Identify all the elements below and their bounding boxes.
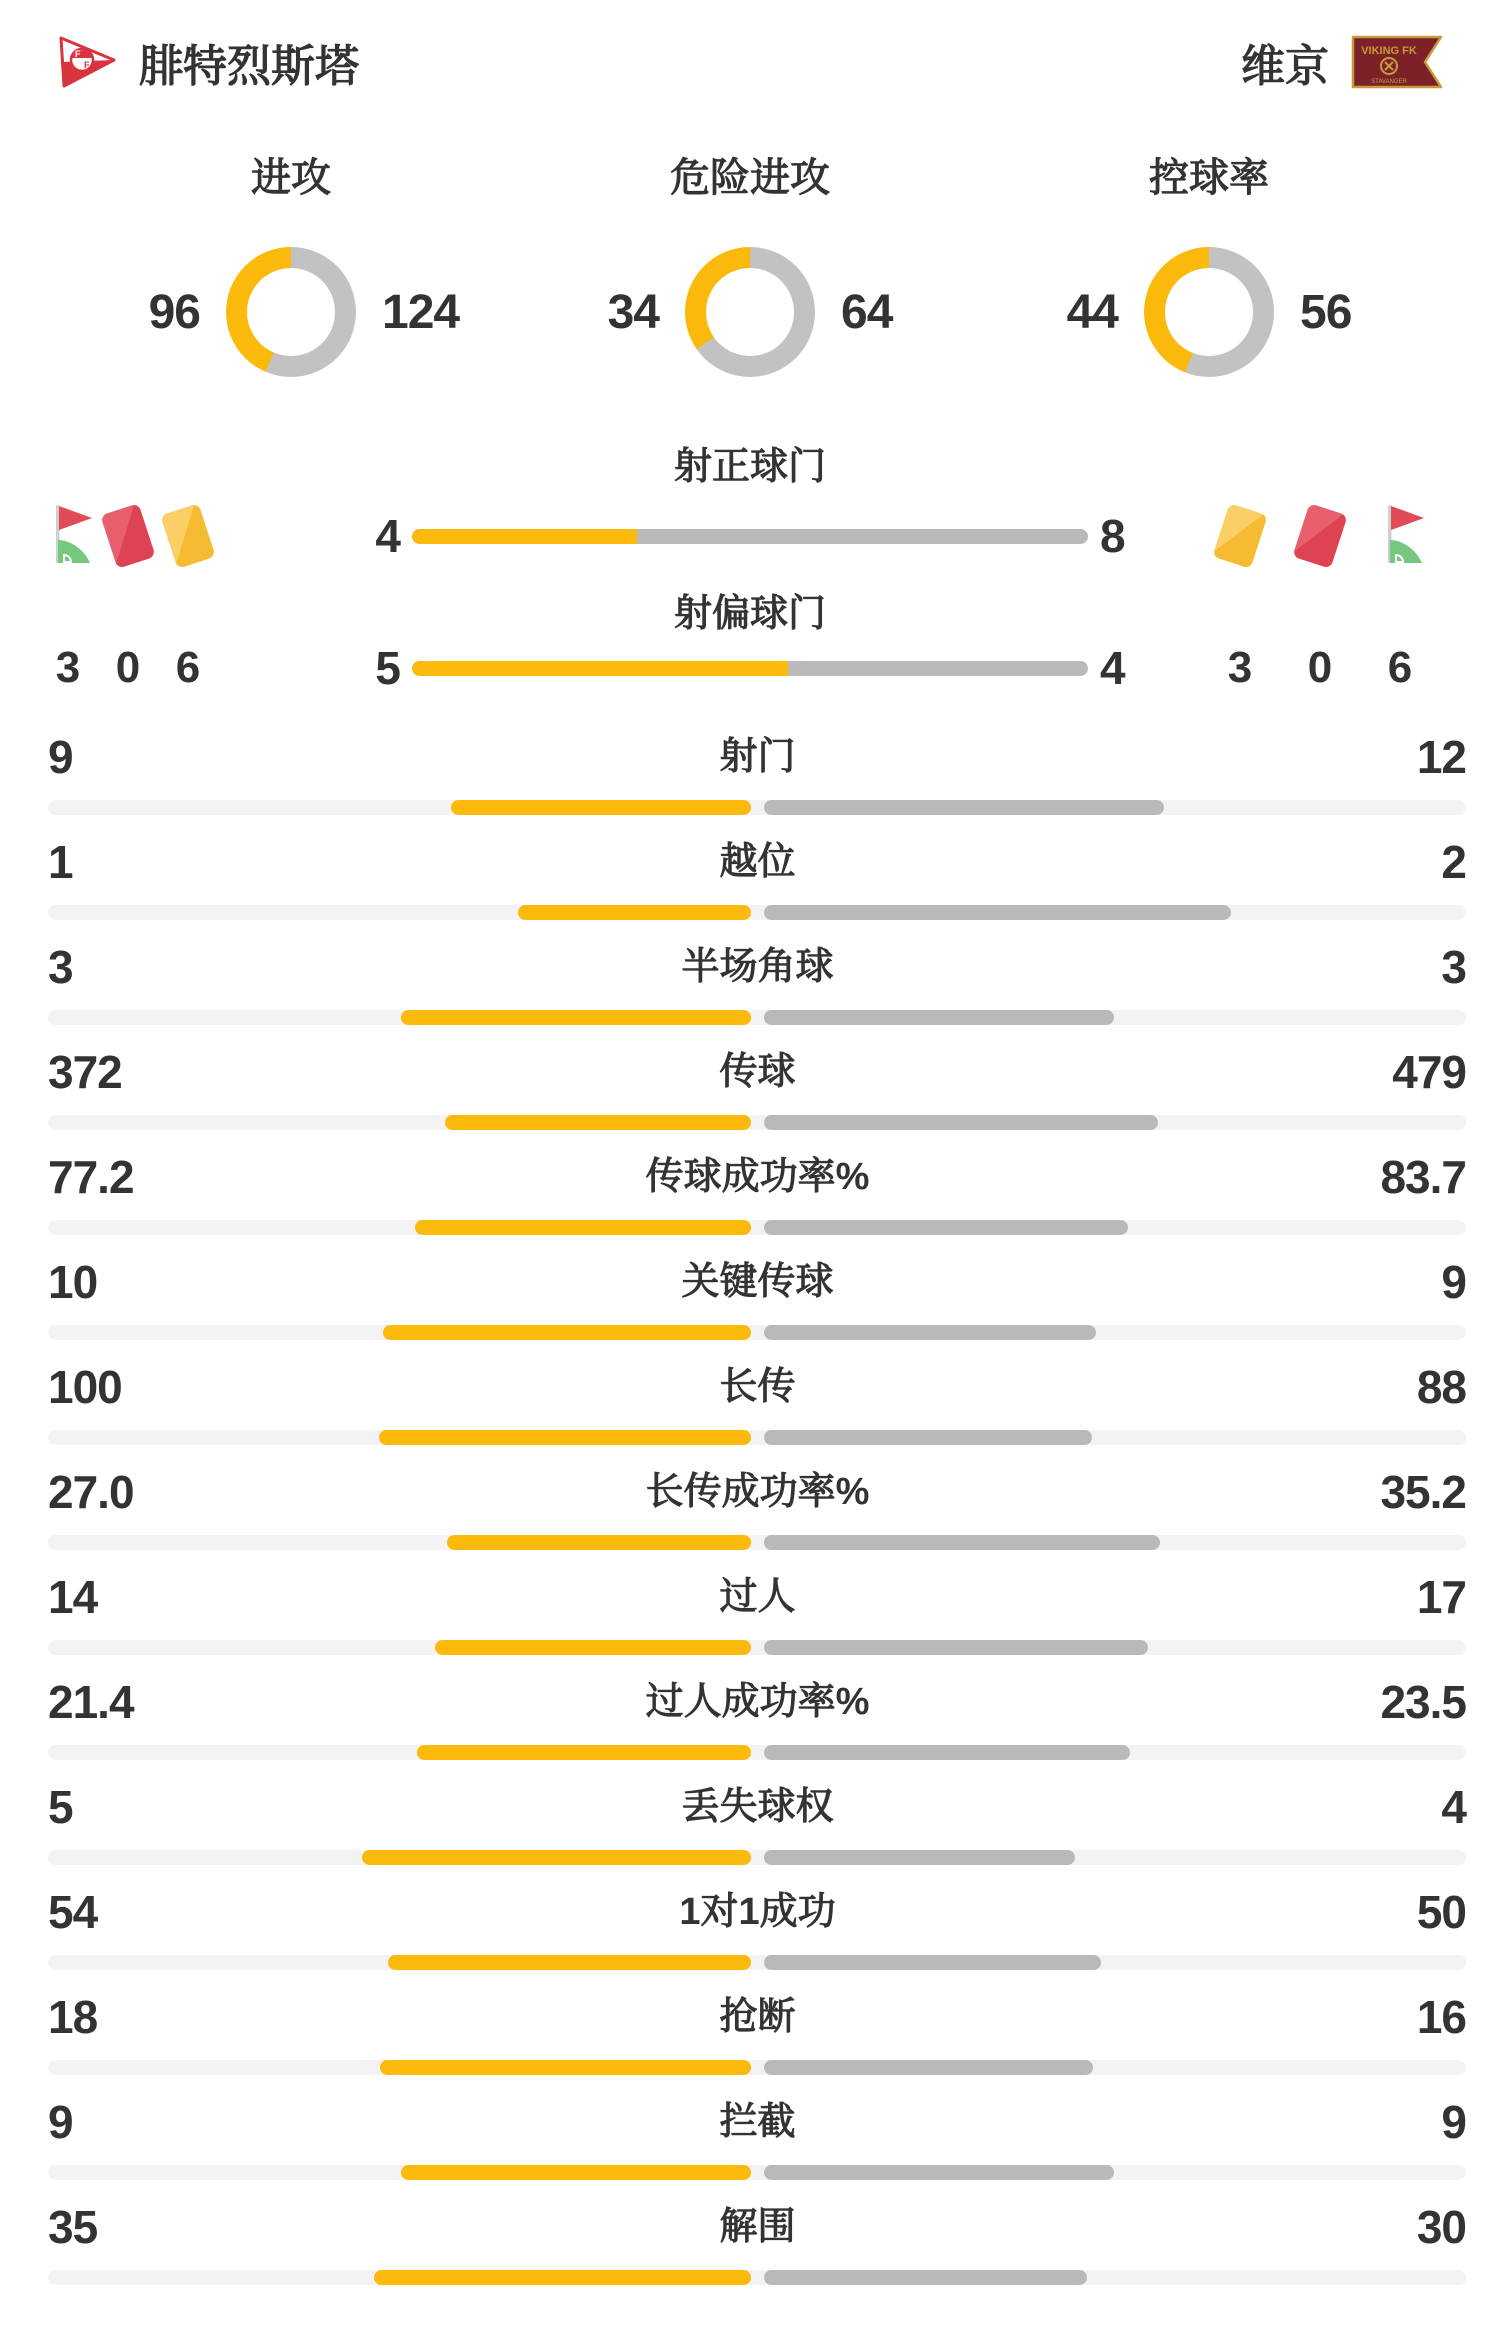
stat-row-interceptions [0, 2096, 1500, 2201]
stat-bar-away [764, 800, 1164, 815]
away-yellow-cards-value: 3 [1227, 643, 1253, 692]
donut-chart [685, 247, 815, 377]
stat-home-value: 100 [48, 1361, 122, 1413]
stat-label: 半场角球 [681, 946, 834, 988]
stat-bar-track [48, 2060, 1466, 2075]
stat-bar-away [764, 1220, 1128, 1235]
stat-away-value: 35.2 [1380, 1466, 1466, 1518]
stat-bar-home [401, 2165, 751, 2180]
donut-title: 危险进攻 [670, 156, 830, 200]
stat-row-shots [0, 731, 1500, 836]
home-discipline-icons [0, 505, 230, 567]
stat-bar-away [764, 1010, 1114, 1025]
donut-possession [1013, 146, 1405, 377]
stat-away-value: 9 [1441, 1256, 1466, 1308]
stat-away-value: 30 [1416, 2201, 1466, 2253]
donut-away-value: 64 [841, 285, 893, 339]
away-corners-value: 6 [1387, 643, 1413, 692]
stat-label: 越位 [719, 841, 796, 883]
away-discipline-icons [1200, 505, 1500, 567]
stat-label: 长传成功率% [645, 1471, 870, 1513]
stat-home-value: 9 [48, 731, 73, 783]
home-yellow-cards-value: 6 [175, 643, 201, 692]
stat-bar-away [764, 1325, 1096, 1340]
stat-bar-away [764, 1430, 1092, 1445]
stat-label: 过人 [719, 1576, 796, 1618]
stat-bar-track [48, 1955, 1466, 1970]
stat-bar-away [764, 1115, 1158, 1130]
home-corners-value: 3 [55, 643, 81, 692]
shots-on-target-away: 8 [1100, 510, 1125, 562]
stat-row-halftime-corners [0, 941, 1500, 1046]
shots-off-target-title: 射偏球门 [673, 593, 826, 635]
stat-row-duels-won [0, 1886, 1500, 1991]
donut-chart [1144, 247, 1274, 377]
stat-label: 1对1成功 [679, 1891, 836, 1933]
stat-bar-home [374, 2270, 751, 2285]
donut-home-value: 44 [1066, 285, 1118, 339]
shots-on-target-home: 4 [375, 510, 400, 562]
stat-bar-home [447, 1535, 751, 1550]
stat-bar-home [379, 1430, 751, 1445]
stat-label: 丢失球权 [681, 1786, 834, 1828]
stat-away-value: 12 [1416, 731, 1466, 783]
stat-home-value: 372 [48, 1046, 122, 1098]
stat-home-value: 35 [48, 2201, 98, 2253]
stat-bar-track [48, 1010, 1466, 1025]
shots-on-target-title: 射正球门 [673, 446, 826, 488]
away-team-logo-icon [1349, 33, 1445, 91]
shots-on-target-bar-home [412, 529, 637, 544]
stat-bar-away [764, 1640, 1148, 1655]
stat-bar-track [48, 1745, 1466, 1760]
stat-row-tackles [0, 1991, 1500, 2096]
corner-flag-icon [1372, 505, 1428, 567]
stat-bar-home [380, 2060, 751, 2075]
shots-off-target-home: 5 [375, 642, 400, 694]
stat-away-value: 88 [1416, 1361, 1466, 1413]
shots-off-target-bar-home [412, 661, 788, 676]
donut-title: 控球率 [1149, 156, 1269, 200]
svg-text:F: F [75, 49, 81, 59]
stat-row-key-passes [0, 1256, 1500, 1361]
stat-home-value: 18 [48, 1991, 98, 2043]
donut-attacks [95, 146, 487, 377]
stats-list [0, 731, 1500, 2306]
stat-away-value: 3 [1441, 941, 1466, 993]
donut-home-value: 34 [607, 285, 659, 339]
stat-bar-away [764, 1955, 1101, 1970]
away-red-cards-value: 0 [1307, 643, 1333, 692]
stat-bar-away [764, 1850, 1075, 1865]
donut-title: 进攻 [251, 156, 331, 200]
donut-chart [226, 247, 356, 377]
stat-bar-track [48, 1115, 1466, 1130]
stat-row-long-balls [0, 1361, 1500, 1466]
svg-text:VIKING FK: VIKING FK [1361, 45, 1417, 57]
stat-away-value: 4 [1441, 1781, 1466, 1833]
corner-flag-icon [40, 505, 96, 567]
home-team-name: 腓特烈斯塔 [139, 42, 359, 91]
stat-label: 拦截 [719, 2101, 796, 2143]
yellow-card-icon [160, 503, 215, 569]
shots-off-target-row [0, 639, 1500, 697]
shots-on-target-row [0, 490, 1500, 582]
stat-away-value: 23.5 [1380, 1676, 1466, 1728]
stat-row-pass-success [0, 1151, 1500, 1256]
stat-label: 传球 [719, 1051, 796, 1093]
stat-home-value: 54 [48, 1886, 98, 1938]
stat-row-offsides [0, 836, 1500, 941]
stat-bar-track [48, 1850, 1466, 1865]
svg-text:STAVANGER: STAVANGER [1371, 79, 1407, 85]
red-card-icon [1292, 503, 1347, 569]
stat-bar-track [48, 2165, 1466, 2180]
stat-label: 射门 [719, 736, 796, 778]
shots-section [0, 435, 1500, 697]
stat-away-value: 50 [1416, 1886, 1466, 1938]
stat-bar-home [435, 1640, 751, 1655]
away-team [1241, 30, 1445, 94]
stat-bar-away [764, 2165, 1114, 2180]
stat-away-value: 16 [1416, 1991, 1466, 2043]
stat-bar-track [48, 2270, 1466, 2285]
donut-away-value: 124 [382, 285, 460, 339]
stat-bar-track [48, 1640, 1466, 1655]
stat-label: 长传 [719, 1366, 796, 1408]
stat-home-value: 5 [48, 1781, 73, 1833]
stat-bar-home [362, 1850, 751, 1865]
stat-home-value: 21.4 [48, 1676, 134, 1728]
stat-bar-track [48, 1535, 1466, 1550]
match-stats-header [0, 0, 1500, 94]
stat-home-value: 3 [48, 941, 73, 993]
stat-bar-home [415, 1220, 751, 1235]
stat-bar-home [451, 800, 751, 815]
home-discipline-values [0, 643, 230, 693]
shots-off-target-away: 4 [1100, 642, 1125, 694]
stat-home-value: 1 [48, 836, 73, 888]
stat-bar-track [48, 1220, 1466, 1235]
home-red-cards-value: 0 [115, 643, 141, 692]
stat-bar-home [383, 1325, 751, 1340]
stat-away-value: 479 [1392, 1046, 1466, 1098]
svg-text:F: F [84, 60, 90, 70]
stat-away-value: 9 [1441, 2096, 1466, 2148]
home-team-logo-icon [55, 33, 119, 91]
stat-home-value: 27.0 [48, 1466, 134, 1518]
stat-row-possession-lost [0, 1781, 1500, 1886]
donut-home-value: 96 [148, 285, 200, 339]
stat-bar-track [48, 1325, 1466, 1340]
stat-bar-away [764, 1535, 1160, 1550]
stat-bar-away [764, 1745, 1130, 1760]
stat-label: 关键传球 [681, 1261, 834, 1303]
stat-away-value: 83.7 [1380, 1151, 1466, 1203]
stat-bar-home [388, 1955, 751, 1970]
donut-dangerous-attacks [554, 146, 946, 377]
stat-bar-track [48, 905, 1466, 920]
stat-bar-away [764, 2060, 1093, 2075]
stat-label: 抢断 [719, 1996, 796, 2038]
red-card-icon [100, 503, 155, 569]
shots-on-target-bar [412, 529, 1088, 544]
stat-home-value: 10 [48, 1256, 98, 1308]
stat-home-value: 9 [48, 2096, 73, 2148]
stat-bar-track [48, 800, 1466, 815]
stat-row-clearances [0, 2201, 1500, 2306]
away-discipline-values [1200, 643, 1500, 693]
away-team-name: 维京 [1241, 42, 1329, 91]
stat-bar-home [518, 905, 751, 920]
stat-bar-track [48, 1430, 1466, 1445]
stat-label: 过人成功率% [645, 1681, 870, 1723]
donut-charts-section [0, 94, 1500, 377]
stat-label: 传球成功率% [645, 1156, 870, 1198]
stat-row-long-ball-success [0, 1466, 1500, 1571]
stat-row-passes [0, 1046, 1500, 1151]
home-team [55, 30, 359, 94]
stat-row-dribbles [0, 1571, 1500, 1676]
stat-bar-home [445, 1115, 751, 1130]
stat-home-value: 77.2 [48, 1151, 134, 1203]
stat-bar-away [764, 2270, 1087, 2285]
yellow-card-icon [1212, 503, 1267, 569]
stat-home-value: 14 [48, 1571, 98, 1623]
stat-label: 解围 [719, 2206, 796, 2248]
stat-away-value: 2 [1441, 836, 1466, 888]
shots-off-target-bar [412, 661, 1088, 676]
stat-bar-home [401, 1010, 751, 1025]
donut-away-value: 56 [1300, 285, 1352, 339]
stat-away-value: 17 [1416, 1571, 1466, 1623]
stat-bar-home [417, 1745, 751, 1760]
stat-bar-away [764, 905, 1231, 920]
stat-row-dribble-success [0, 1676, 1500, 1781]
